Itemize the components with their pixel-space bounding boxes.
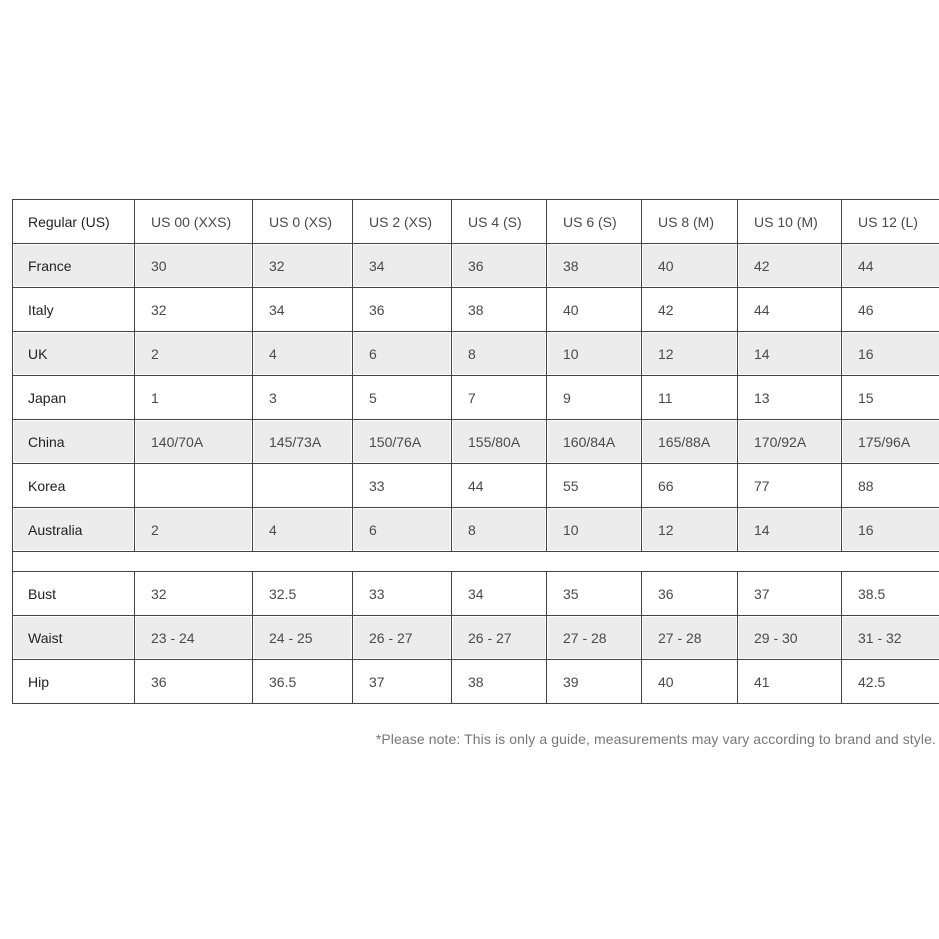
table-cell: 36 (353, 288, 452, 332)
table-cell: 2 (135, 332, 253, 376)
disclaimer-note: *Please note: This is only a guide, measurements may vary according to brand and style. (375, 731, 936, 747)
table-cell: 44 (842, 244, 939, 288)
table-row-china (13, 420, 939, 464)
table-cell: 35 (547, 572, 642, 616)
table-row-bust (13, 572, 939, 616)
row-label: Japan (13, 376, 135, 420)
table-cell: 30 (135, 244, 253, 288)
size-header-cell: US 12 (L) (842, 200, 939, 244)
table-cell: 14 (738, 332, 842, 376)
table-cell: 32.5 (253, 572, 353, 616)
table-cell: 36 (642, 572, 738, 616)
table-cell: 34 (253, 288, 353, 332)
table-cell: 44 (452, 464, 547, 508)
table-cell (253, 464, 353, 508)
table-row-france (13, 244, 939, 288)
size-header-cell: US 2 (XS) (353, 200, 452, 244)
row-label: Italy (13, 288, 135, 332)
table-cell: 23 - 24 (135, 616, 253, 660)
table-cell: 42 (738, 244, 842, 288)
table-cell: 38 (452, 288, 547, 332)
row-label: France (13, 244, 135, 288)
row-label: Waist (13, 616, 135, 660)
table-cell: 77 (738, 464, 842, 508)
table-cell: 31 - 32 (842, 616, 939, 660)
table-cell: 36.5 (253, 660, 353, 704)
row-label: Korea (13, 464, 135, 508)
row-label: Regular (US) (13, 200, 135, 244)
table-cell: 46 (842, 288, 939, 332)
table-cell: 10 (547, 508, 642, 552)
table-cell: 6 (353, 332, 452, 376)
table-cell: 4 (253, 508, 353, 552)
table-cell: 40 (642, 244, 738, 288)
table-cell: 150/76A (353, 420, 452, 464)
table-cell: 145/73A (253, 420, 353, 464)
table-cell: 39 (547, 660, 642, 704)
table-cell: 27 - 28 (642, 616, 738, 660)
size-chart-table (12, 199, 939, 704)
table-cell: 160/84A (547, 420, 642, 464)
table-cell: 36 (135, 660, 253, 704)
table-cell: 37 (738, 572, 842, 616)
table-cell: 175/96A (842, 420, 939, 464)
table-cell: 3 (253, 376, 353, 420)
table-cell: 32 (135, 288, 253, 332)
table-row-italy (13, 288, 939, 332)
table-row-korea (13, 464, 939, 508)
row-label: Hip (13, 660, 135, 704)
size-header-cell: US 0 (XS) (253, 200, 353, 244)
table-cell: 5 (353, 376, 452, 420)
table-cell: 33 (353, 572, 452, 616)
table-cell: 16 (842, 508, 939, 552)
table-cell: 16 (842, 332, 939, 376)
size-header-cell: US 8 (M) (642, 200, 738, 244)
table-cell: 32 (253, 244, 353, 288)
table-cell: 34 (353, 244, 452, 288)
table-cell: 42 (642, 288, 738, 332)
table-cell: 2 (135, 508, 253, 552)
table-cell: 37 (353, 660, 452, 704)
table-cell: 4 (253, 332, 353, 376)
table-cell: 10 (547, 332, 642, 376)
table-cell: 40 (547, 288, 642, 332)
table-cell: 32 (135, 572, 253, 616)
size-header-cell: US 00 (XXS) (135, 200, 253, 244)
table-cell: 14 (738, 508, 842, 552)
table-cell: 8 (452, 332, 547, 376)
table-cell: 11 (642, 376, 738, 420)
table-cell: 29 - 30 (738, 616, 842, 660)
table-cell: 24 - 25 (253, 616, 353, 660)
table-cell: 26 - 27 (452, 616, 547, 660)
table-cell: 36 (452, 244, 547, 288)
table-cell: 41 (738, 660, 842, 704)
table-row-japan (13, 376, 939, 420)
table-cell: 15 (842, 376, 939, 420)
table-cell: 38 (452, 660, 547, 704)
table-cell: 33 (353, 464, 452, 508)
table-cell: 155/80A (452, 420, 547, 464)
table-cell: 12 (642, 508, 738, 552)
table-cell: 44 (738, 288, 842, 332)
table-row-hip (13, 660, 939, 704)
table-cell: 34 (452, 572, 547, 616)
table-row-uk (13, 332, 939, 376)
table-row-waist (13, 616, 939, 660)
table-cell: 1 (135, 376, 253, 420)
table-row-australia (13, 508, 939, 552)
table-cell: 26 - 27 (353, 616, 452, 660)
table-cell: 38.5 (842, 572, 939, 616)
row-label: China (13, 420, 135, 464)
table-cell: 27 - 28 (547, 616, 642, 660)
spacer-cell (13, 552, 939, 572)
table-cell: 40 (642, 660, 738, 704)
table-cell: 12 (642, 332, 738, 376)
row-label: UK (13, 332, 135, 376)
size-header-cell: US 4 (S) (452, 200, 547, 244)
size-header-cell: US 6 (S) (547, 200, 642, 244)
table-cell: 9 (547, 376, 642, 420)
table-cell: 165/88A (642, 420, 738, 464)
table-cell: 88 (842, 464, 939, 508)
table-cell: 7 (452, 376, 547, 420)
table-cell: 66 (642, 464, 738, 508)
table-cell: 6 (353, 508, 452, 552)
header-row (13, 200, 939, 244)
row-label: Bust (13, 572, 135, 616)
row-label: Australia (13, 508, 135, 552)
table-cell: 170/92A (738, 420, 842, 464)
table-cell: 13 (738, 376, 842, 420)
table-cell: 42.5 (842, 660, 939, 704)
table-spacer-row (13, 552, 939, 572)
table-cell: 55 (547, 464, 642, 508)
table-cell: 8 (452, 508, 547, 552)
table-cell (135, 464, 253, 508)
size-header-cell: US 10 (M) (738, 200, 842, 244)
table-cell: 38 (547, 244, 642, 288)
table-cell: 140/70A (135, 420, 253, 464)
